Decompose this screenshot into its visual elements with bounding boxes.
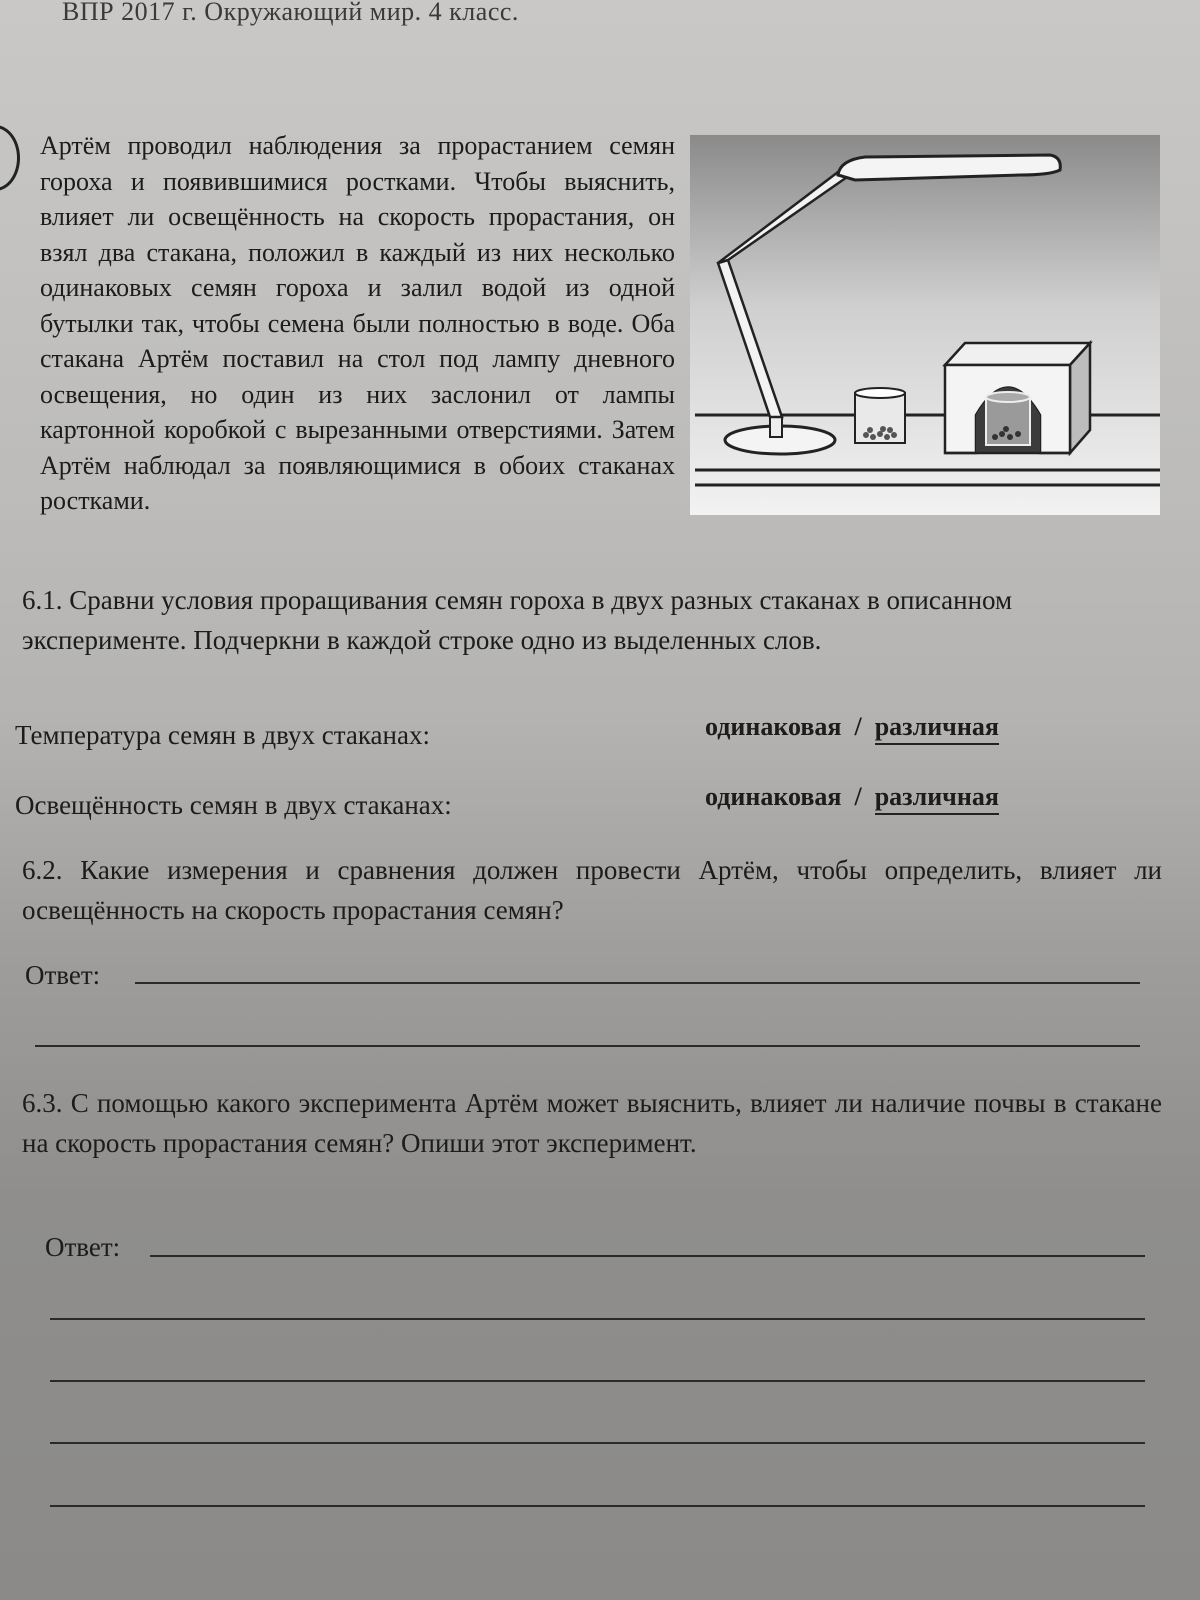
lighting-row: [15, 782, 1165, 830]
answer-line[interactable]: [50, 1318, 1145, 1320]
lighting-options: [705, 782, 999, 812]
option-separator: /: [854, 782, 862, 811]
answer-line[interactable]: [50, 1505, 1145, 1507]
answer-line[interactable]: [150, 1255, 1145, 1257]
option-same[interactable]: одинаковая: [705, 712, 842, 741]
answer-line[interactable]: [35, 1045, 1140, 1047]
temperature-row: [15, 712, 1165, 760]
answer-line[interactable]: [50, 1380, 1145, 1382]
page-header: ВПР 2017 г. Окружающий мир. 4 класс.: [62, 0, 519, 26]
answer-label-6-3: Ответ:: [45, 1232, 121, 1262]
option-different[interactable]: различная: [875, 782, 999, 815]
answer-line[interactable]: [135, 982, 1140, 984]
question-6-1: 6.1. Сравни условия проращивания семян гороха в двух разных стаканах в описанном эксперименте. Подчеркни в каждой строке одно из выделенных слов.: [22, 585, 1013, 655]
task-number-circle: [0, 125, 20, 191]
task-intro-text: Артём проводил наблюдения за прорастанием семян гороха и появившимися ростками. Чтобы выяснить, влияет ли освещённость на скорость прорастания, он взял два стакана, положил в каждый из них несколько одинаковых семян гороха и залил водой из одной бутылки так, чтобы семена были полностью в воде. Оба стакана Артём поставил на стол под лампу дневного освещения, но один из них заслонил от лампы картонной коробкой с вырезанными отверстиями. Затем Артём наблюдал за появляющимися в обоих стаканах ростками.: [40, 131, 675, 515]
answer-line[interactable]: [50, 1442, 1145, 1444]
option-same[interactable]: одинаковая: [705, 782, 842, 811]
temperature-label: Температура семян в двух стаканах:: [15, 720, 430, 750]
option-different[interactable]: различная: [875, 712, 999, 745]
lighting-label: Освещённость семян в двух стаканах:: [15, 790, 452, 820]
option-separator: /: [854, 712, 862, 741]
question-6-2: 6.2. Какие измерения и сравнения должен провести Артём, чтобы определить, влияет ли освещённость на скорость прорастания семян?: [22, 855, 1162, 925]
temperature-options: [705, 712, 999, 742]
lamp-experiment-illustration: [690, 135, 1160, 515]
answer-label-6-2: Ответ:: [25, 960, 101, 990]
question-6-3: 6.3. С помощью какого эксперимента Артём может выяснить, влияет ли наличие почвы в стакане на скорость прорастания семян? Опиши этот эксперимент.: [22, 1088, 1162, 1158]
